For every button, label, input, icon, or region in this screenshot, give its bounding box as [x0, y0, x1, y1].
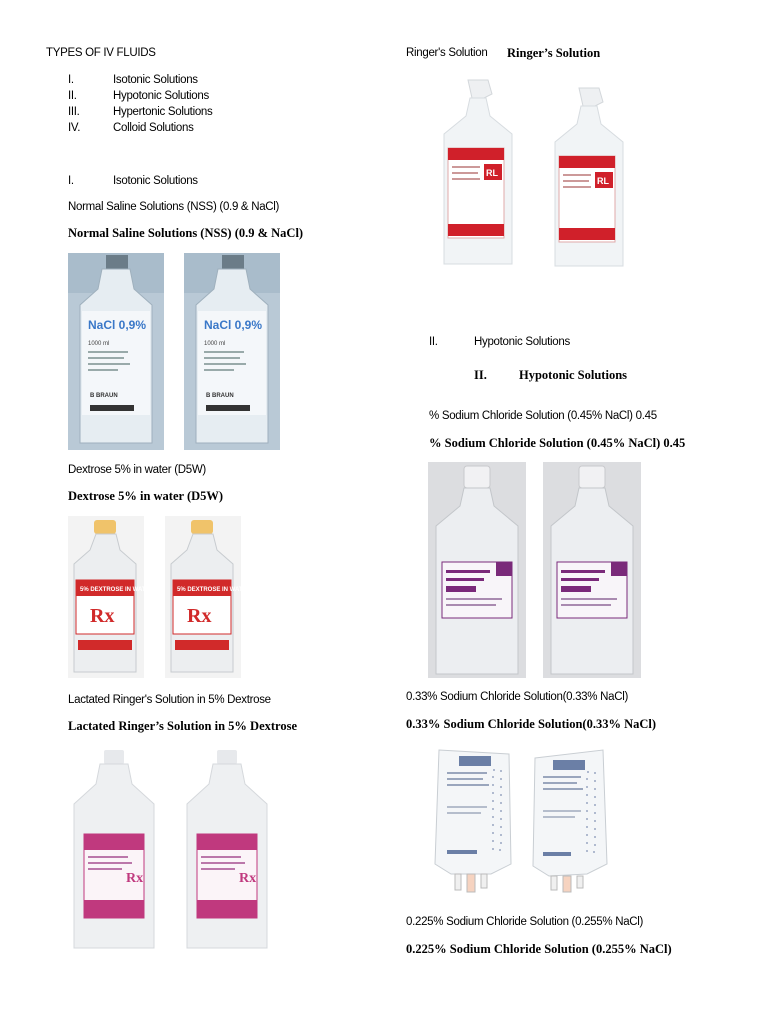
ringers-bottle-photo [547, 84, 633, 272]
types-list-numeral: IV. [68, 122, 81, 134]
d5w-bottle-photo [165, 516, 251, 678]
iv-bottle-icon [68, 516, 154, 678]
types-list-numeral: III. [68, 106, 80, 118]
svg-text:NaCl 0,9%: NaCl 0,9% [88, 318, 147, 332]
svg-text:5% DEXTROSE IN WATER: 5% DEXTROSE IN WATER [80, 587, 154, 593]
svg-text:Rx: Rx [239, 871, 257, 886]
section-numeral-serif: II. [474, 368, 487, 382]
ringers-bottle-photo [436, 76, 520, 270]
iv-bottle-icon [428, 462, 526, 678]
third-saline-bag-photo [527, 748, 609, 894]
iv-bottle-icon [184, 253, 280, 450]
types-list-numeral: II. [68, 90, 77, 102]
page-title: TYPES OF IV FLUIDS [46, 47, 156, 59]
ringers-caption: Ringer's Solution [406, 47, 488, 59]
ringers-caption-serif: Ringer’s Solution [507, 46, 601, 60]
d5w-caption: Dextrose 5% in water (D5W) [68, 464, 206, 476]
svg-text:Rx: Rx [90, 605, 115, 627]
section-heading-hypotonic: Hypotonic Solutions [474, 336, 570, 348]
section-numeral: I. [68, 175, 74, 187]
svg-text:5% DEXTROSE IN WATER: 5% DEXTROSE IN WATER [177, 587, 251, 593]
iv-bottle-icon [436, 76, 520, 270]
iv-bottle-icon [68, 253, 164, 450]
quarter-saline-caption-serif: 0.225% Sodium Chloride Solution (0.255% NaCl) [406, 942, 672, 956]
third-saline-caption-serif: 0.33% Sodium Chloride Solution(0.33% NaCl) [406, 717, 657, 731]
d5w-caption-serif: Dextrose 5% in water (D5W) [68, 489, 224, 503]
svg-text:B BRAUN: B BRAUN [206, 393, 234, 399]
nss-bottle-photo [184, 253, 280, 450]
nss-caption: Normal Saline Solutions (NSS) (0.9 & NaCl) [68, 201, 280, 213]
iv-bottle-icon [165, 516, 251, 678]
iv-bag-icon [527, 748, 609, 894]
svg-text:B BRAUN: B BRAUN [90, 393, 118, 399]
svg-text:NaCl 0,9%: NaCl 0,9% [204, 318, 263, 332]
iv-bag-icon [429, 746, 515, 894]
iv-bottle-icon [66, 748, 162, 954]
lr-d5-bottle-photo [179, 748, 275, 954]
lr-d5-caption: Lactated Ringer's Solution in 5% Dextrose [68, 694, 271, 706]
third-saline-caption: 0.33% Sodium Chloride Solution(0.33% NaCl) [406, 691, 628, 703]
lr-d5-bottle-photo [66, 748, 162, 954]
nss-bottle-photo [68, 253, 164, 450]
svg-text:1000 ml: 1000 ml [204, 341, 226, 347]
half-saline-caption-serif: % Sodium Chloride Solution (0.45% NaCl) 0.45 [429, 436, 686, 450]
svg-text:Rx: Rx [126, 871, 144, 886]
quarter-saline-caption: 0.225% Sodium Chloride Solution (0.255% NaCl) [406, 916, 644, 928]
third-saline-bag-photo [429, 746, 515, 894]
types-list-item-hypertonic: Hypertonic Solutions [113, 106, 213, 118]
svg-text:RL: RL [597, 176, 609, 186]
lr-d5-caption-serif: Lactated Ringer’s Solution in 5% Dextrose [68, 719, 298, 733]
types-list-item-hypotonic: Hypotonic Solutions [113, 90, 209, 102]
iv-bottle-icon [179, 748, 275, 954]
iv-bottle-icon [543, 462, 641, 678]
half-saline-bottle-photo [543, 462, 641, 678]
types-list-numeral: I. [68, 74, 74, 86]
svg-text:RL: RL [486, 168, 498, 178]
types-list-item-colloid: Colloid Solutions [113, 122, 194, 134]
iv-bottle-icon [547, 84, 633, 272]
d5w-bottle-photo [68, 516, 154, 678]
svg-text:1000 ml: 1000 ml [88, 341, 110, 347]
svg-text:Rx: Rx [187, 605, 212, 627]
half-saline-caption: % Sodium Chloride Solution (0.45% NaCl) 0.45 [429, 410, 657, 422]
section-heading-isotonic: Isotonic Solutions [113, 175, 198, 187]
section-heading-hypotonic-serif: Hypotonic Solutions [519, 368, 628, 382]
section-numeral: II. [429, 336, 438, 348]
types-list-item-isotonic: Isotonic Solutions [113, 74, 198, 86]
half-saline-bottle-photo [428, 462, 526, 678]
nss-caption-serif: Normal Saline Solutions (NSS) (0.9 & NaCl) [68, 226, 304, 240]
